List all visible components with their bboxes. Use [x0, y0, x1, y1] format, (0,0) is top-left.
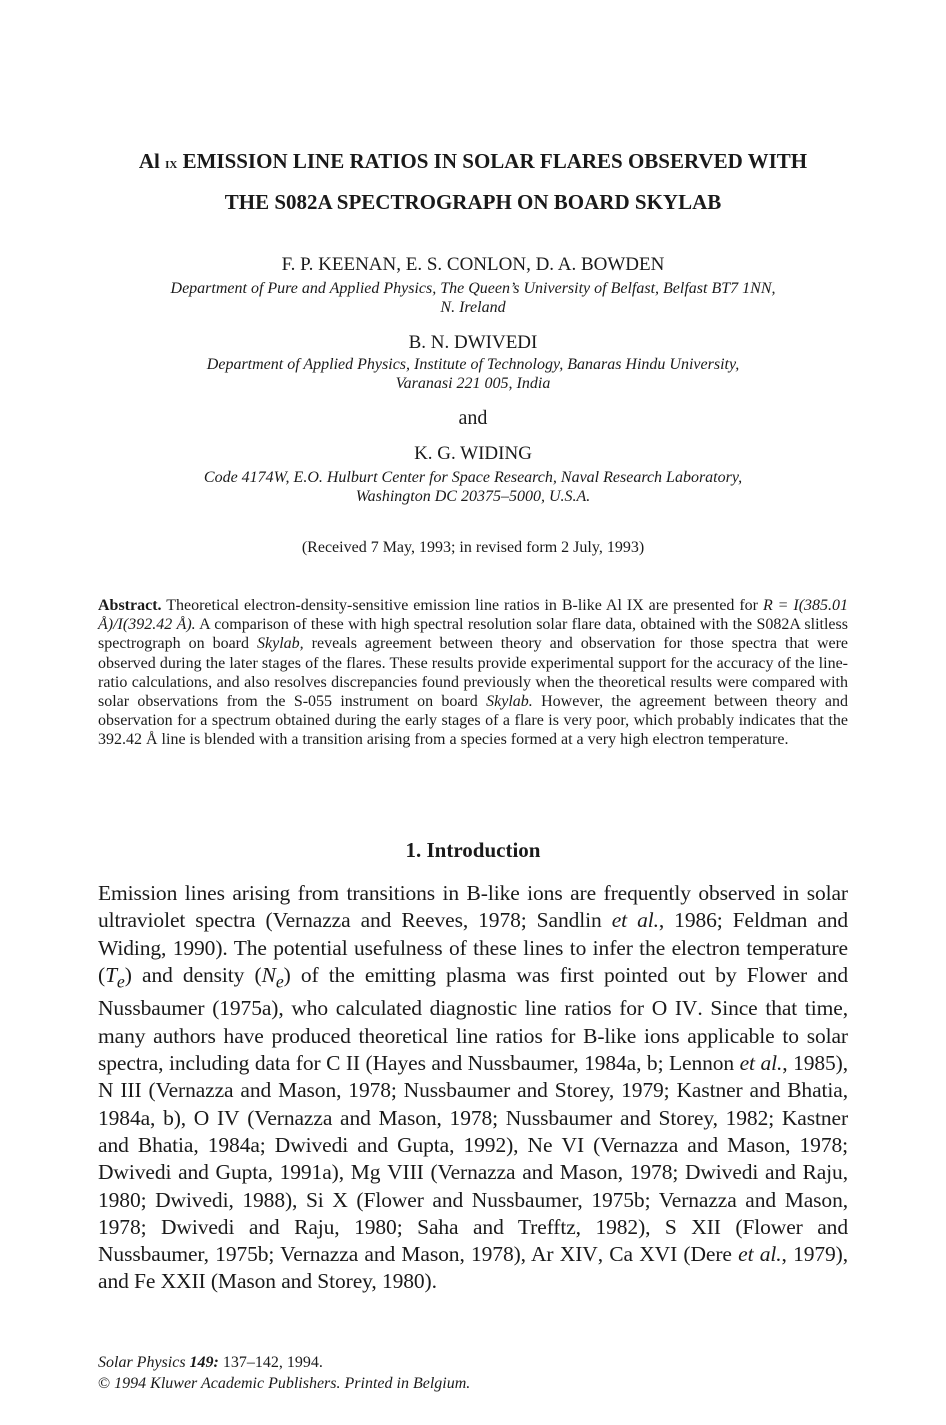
affiliation-1: Department of Pure and Applied Physics, The Queen’s University of Belfast, Belfast BT7 1NN, N. Ireland — [170, 280, 776, 316]
copyright-line: © 1994 Kluwer Academic Publishers. Printed in Belgium. — [98, 1375, 471, 1392]
received-dates: (Received 7 May, 1993; in revised form 2 July, 1993) — [301, 539, 645, 556]
introduction-paragraph: Emission lines arising from transitions in B-like ions are frequently observed in solar ultraviolet spectra (Vernazza and Reeves, 1978; Sandlin et al., 1986; Feldman and Widing, 1990). The potential usefulness of these lines to infer the electron temperature $(T_e)$ and density $(N_e)$ of the emitting plasma was first pointed out by Flower and Nussbaumer (1975a), who calculated diagnostic line ratios for O IV. Since that time, many authors have produced theoretical line ratios for B-like ions applicable to solar spectra, including data for C II (Hayes and Nussbaumer, 1984a, b; Lennon et al., 1985), N III (Vernazza and Mason, 1978; Nussbaumer and Storey, 1979; Kastner and Bhatia, 1984a, b), O IV (Vernazza and Mason, 1978; Nussbaumer and Storey, 1982; Kastner and Bhatia, 1984a; Dwivedi and Gupta, 1992), Ne VI (Vernazza and Mason, 1978; Dwivedi and Gupta, 1991a), Mg VIII (Vernazza and Mason, 1978; Dwivedi and Raju, 1980; Dwivedi, 1988), Si X (Flower and Nussbaumer, 1975b; Vernazza and Mason, 1978; Dwivedi and Raju, 1980; Saha and Trefftz, 1982), S XII (Flower and Nussbaumer, 1975b; Vernazza and Mason, 1978), Ar XIV, Ca XVI (Dere et al., 1979), and Fe XXII (Mason and Storey, 1980). — [98, 881, 849, 1294]
abstract-label: Abstract. — [98, 597, 162, 614]
abstract: Abstract. Theoretical electron-density-sensitive emission line ratios in B-like Al IX are presented for R = I(385.01 Å)/I(392.42 Å). A comparison of these with high spectral resolution solar flare data, obtained with the S082A slitless spectrograph on board Skylab, reveals agreement between theory and observation for those spectra that were observed during the later stages of the flares. These results provide experimental support for the accuracy of the line-ratio calculations, and also resolves discrepancies found previously when the theoretical results were compared with solar observations from the S-055 instrument on board Skylab. However, the agreement between theory and observation for a spectrum obtained during the early stages of a flare is very poor, which probably indicates that the 392.42 Å line is blended with a transition arising from a species formed at a very high electron temperature. — [98, 597, 849, 749]
section-heading: 1. Introduction — [405, 838, 541, 862]
author-names-2: B. N. DWIVEDI — [408, 332, 538, 353]
title-line-1: Al ix EMISSION LINE RATIOS IN SOLAR FLARES OBSERVED WITH — [138, 149, 808, 173]
author-names-1: F. P. KEENAN, E. S. CONLON, D. A. BOWDEN — [281, 254, 665, 275]
title-line-2: THE S082A SPECTROGRAPH ON BOARD SKYLAB — [224, 190, 722, 214]
copyright-icon: © — [98, 1375, 111, 1392]
and-separator: and — [458, 407, 488, 429]
author-names-3: K. G. WIDING — [414, 443, 532, 464]
affiliation-3: Code 4174W, E.O. Hulburt Center for Space Research, Naval Research Laboratory, Washington DC 20375–5000, U.S.A. — [203, 469, 743, 505]
ratio-equation: R = I(385.01 Å)/I(392.42 Å). — [98, 597, 849, 634]
journal-citation: Solar Physics 149: 137–142, 1994. — [98, 1354, 323, 1371]
paper-title — [60, 142, 886, 221]
page-footer — [98, 1352, 470, 1394]
affiliation-2: Department of Applied Physics, Institute of Technology, Banaras Hindu University, Varanasi 221 005, India — [206, 356, 740, 392]
